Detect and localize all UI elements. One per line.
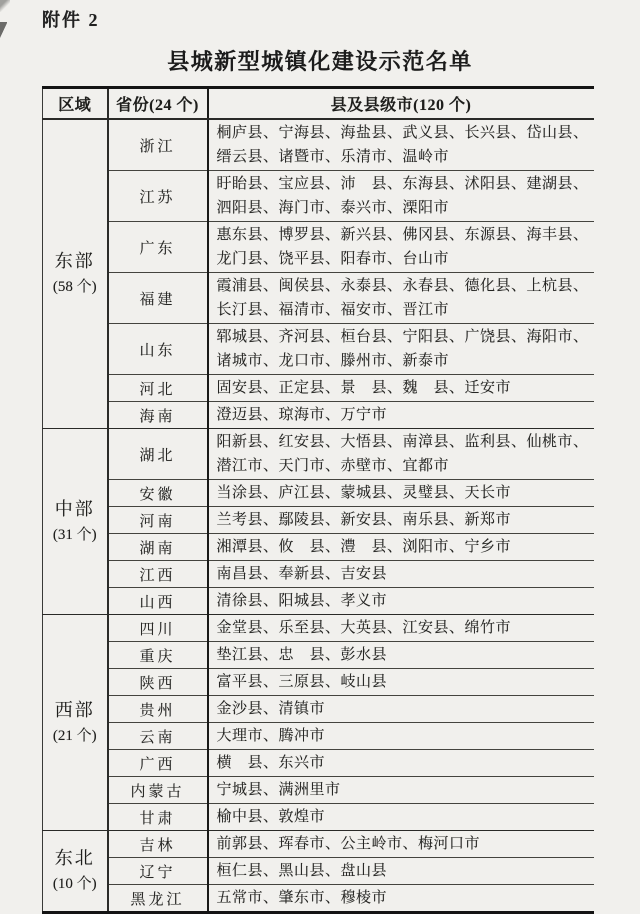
province-cell: 贵州 (108, 696, 208, 723)
page-title: 县城新型城镇化建设示范名单 (167, 49, 473, 74)
table-row (43, 534, 594, 561)
table-row (43, 480, 594, 507)
province-cell: 海南 (108, 402, 208, 429)
counties-cell: 霞浦县、闽侯县、永泰县、永春县、德化县、上杭县、长汀县、福清市、福安市、晋江市 (208, 273, 594, 324)
counties-cell: 五常市、肇东市、穆棱市 (208, 885, 594, 913)
counties-cell: 固安县、正定县、景 县、魏 县、迁安市 (208, 375, 594, 402)
table-row (43, 615, 594, 642)
column-header-counties: 县及县级市(120 个) (208, 88, 594, 120)
province-cell: 山东 (108, 324, 208, 375)
table-row (43, 119, 594, 171)
table-row (43, 561, 594, 588)
table-row (43, 429, 594, 480)
province-cell: 云南 (108, 723, 208, 750)
region-name: 东部 (54, 251, 95, 271)
province-cell: 四川 (108, 615, 208, 642)
region-cell-central (43, 429, 108, 615)
counties-cell: 阳新县、红安县、大悟县、南漳县、监利县、仙桃市、潜江市、天门市、赤壁市、宜都市 (208, 429, 594, 480)
region-cell-northeast (43, 831, 108, 913)
province-cell: 内蒙古 (108, 777, 208, 804)
table-row (43, 804, 594, 831)
province-cell: 甘肃 (108, 804, 208, 831)
counties-cell: 桐庐县、宁海县、海盐县、武义县、长兴县、岱山县、缙云县、诸暨市、乐清市、温岭市 (216, 125, 589, 165)
province-cell: 吉林 (108, 831, 208, 858)
region-count: (10 个) (52, 876, 97, 892)
counties-cell: 澄迈县、琼海市、万宁市 (208, 402, 594, 429)
table-row (43, 723, 594, 750)
table-row (43, 669, 594, 696)
counties-cell: 金堂县、乐至县、大英县、江安县、绵竹市 (208, 615, 594, 642)
table-row (43, 171, 594, 222)
table-row (43, 750, 594, 777)
region-count: (58 个) (52, 279, 97, 295)
counties-cell: 榆中县、敦煌市 (208, 804, 594, 831)
table-row (43, 324, 594, 375)
province-cell: 广西 (108, 750, 208, 777)
counties-cell: 当涂县、庐江县、蒙城县、灵璧县、天长市 (208, 480, 594, 507)
table-header-row (43, 88, 594, 120)
counties-cell: 南昌县、奉新县、吉安县 (208, 561, 594, 588)
region-count: (31 个) (52, 526, 97, 543)
counties-cell: 金沙县、清镇市 (208, 696, 594, 723)
table-row (43, 858, 594, 885)
table-row (43, 402, 594, 429)
province-cell: 江西 (108, 561, 208, 588)
province-cell: 江苏 (108, 171, 208, 222)
counties-cell: 大理市、腾冲市 (208, 723, 594, 750)
table-row (43, 885, 594, 913)
table-row (43, 222, 594, 273)
table-row (43, 588, 594, 615)
province-cell: 湖南 (108, 534, 208, 561)
table-row (43, 642, 594, 669)
province-cell: 黑龙江 (108, 885, 208, 913)
province-cell: 广东 (108, 222, 208, 273)
counties-cell: 垫江县、忠 县、彭水县 (208, 642, 594, 669)
province-cell: 河北 (108, 375, 208, 402)
region-count: (21 个) (52, 727, 97, 744)
region-cell-west (43, 615, 108, 831)
table-row (43, 273, 594, 324)
region-name: 西部 (54, 699, 95, 720)
counties-cell: 湘潭县、攸 县、澧 县、浏阳市、宁乡市 (208, 534, 594, 561)
province-cell: 陕西 (108, 669, 208, 696)
column-header-province: 省份(24 个) (108, 88, 208, 120)
counties-cell: 前郭县、珲春市、公主岭市、梅河口市 (208, 831, 594, 858)
province-cell: 湖北 (108, 429, 208, 480)
counties-cell: 郓城县、齐河县、桓台县、宁阳县、广饶县、海阳市、诸城市、龙口市、滕州市、新泰市 (208, 324, 594, 375)
province-cell: 河南 (108, 507, 208, 534)
attachment-label: 附件 2 (42, 10, 100, 30)
scan-artifact-icon (0, 22, 7, 46)
table-row (43, 777, 594, 804)
scan-artifact-icon (0, 0, 10, 12)
province-cell: 福建 (108, 273, 208, 324)
table-row (43, 375, 594, 402)
province-cell: 辽宁 (108, 858, 208, 885)
table-row (43, 831, 594, 858)
table-row (43, 507, 594, 534)
counties-cell: 盱眙县、宝应县、沛 县、东海县、沭阳县、建湖县、泗阳县、海门市、泰兴市、溧阳市 (208, 171, 594, 222)
province-cell: 山西 (108, 588, 208, 615)
counties-cell: 兰考县、鄢陵县、新安县、南乐县、新郑市 (208, 507, 594, 534)
province-cell: 重庆 (108, 642, 208, 669)
column-header-region: 区域 (43, 88, 108, 120)
region-name: 东北 (54, 848, 95, 868)
region-cell-east (43, 119, 108, 429)
counties-cell: 惠东县、博罗县、新兴县、佛冈县、东源县、海丰县、龙门县、饶平县、阳春市、台山市 (208, 222, 594, 273)
counties-cell: 横 县、东兴市 (208, 750, 594, 777)
counties-cell: 富平县、三原县、岐山县 (208, 669, 594, 696)
province-cell: 安徽 (108, 480, 208, 507)
counties-cell: 桓仁县、黑山县、盘山县 (208, 858, 594, 885)
counties-cell: 宁城县、满洲里市 (208, 777, 594, 804)
region-name: 中部 (54, 498, 95, 519)
demonstration-list-table (42, 86, 594, 914)
table-row (43, 696, 594, 723)
counties-cell: 清徐县、阳城县、孝义市 (208, 588, 594, 615)
province-cell: 浙江 (108, 119, 208, 171)
